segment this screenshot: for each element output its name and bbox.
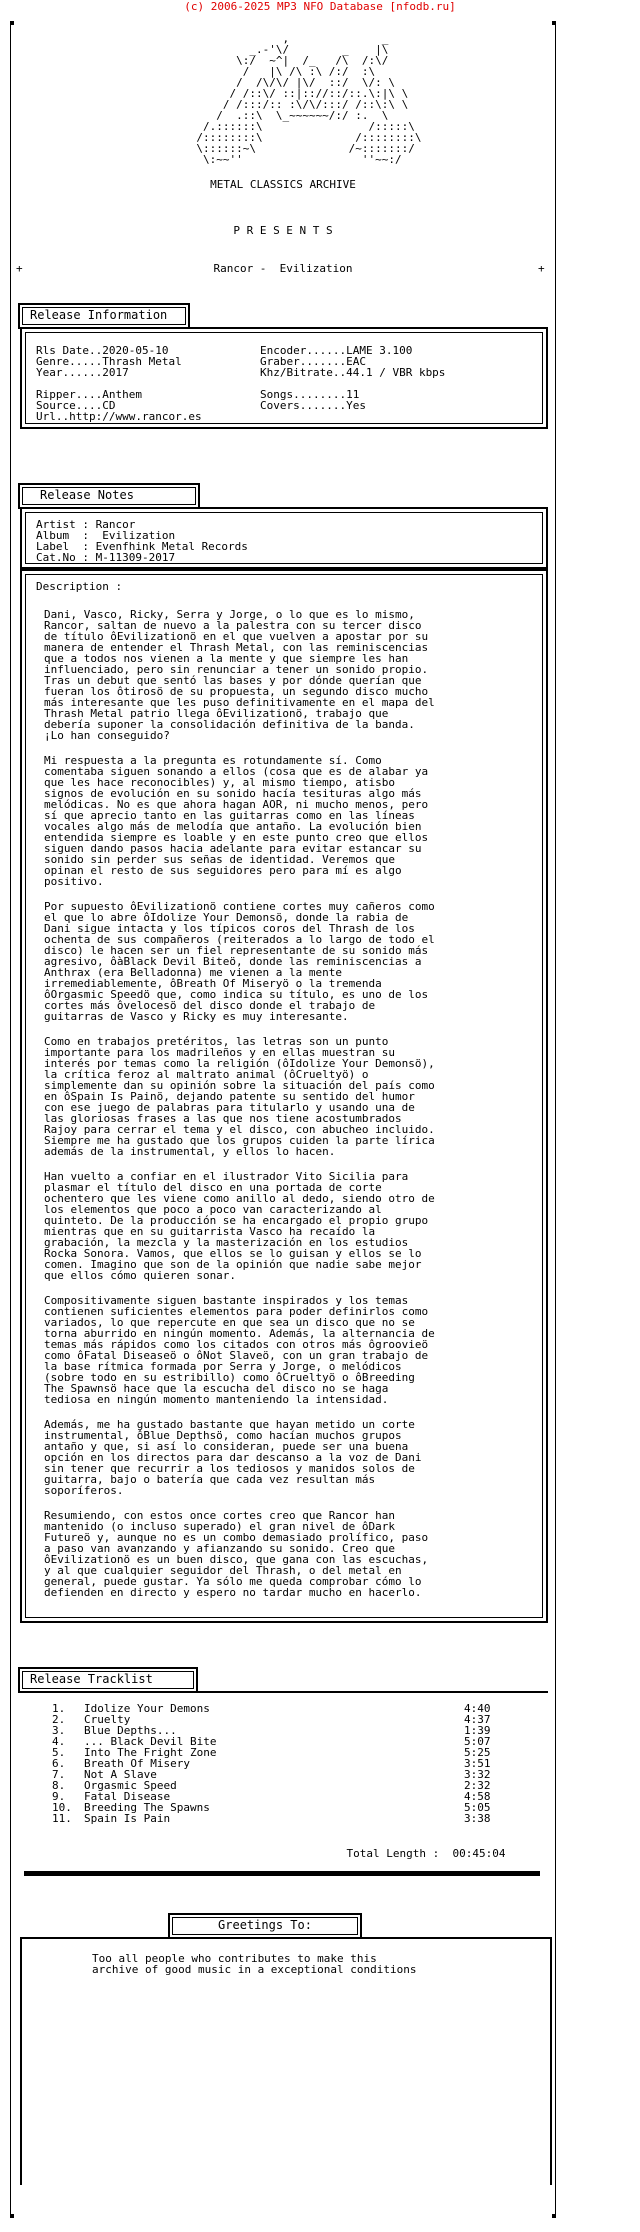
description-line: ochenta de sus compañeros (reiterados a lo largo de todo el: [44, 933, 435, 946]
description-line: quinteto. De la producción se ha encargado el propio grupo: [44, 1214, 429, 1227]
description-box: [20, 569, 548, 1623]
description-line: como ôFatal Diseaseö o ôNot Slaveö, con un gran trabajo de: [44, 1349, 429, 1362]
description-line: soporíferos.: [44, 1484, 124, 1497]
description-line: mantenido (o incluso superado) el gran nivel de ôDark: [44, 1520, 395, 1533]
track-length: 4:58: [464, 1790, 491, 1803]
track-title: Orgasmic Speed: [84, 1779, 177, 1792]
track-length: 3:32: [464, 1768, 491, 1781]
description-line: antaño y que, si así lo consideran, puede ser una buena: [44, 1440, 409, 1453]
track-list: [52, 1703, 492, 1824]
description-line: Dani, Vasco, Ricky, Serra y Jorge, o lo que es lo mismo,: [44, 608, 415, 621]
track-length: 3:51: [464, 1757, 491, 1770]
description-line: entendida siempre es loable y en este punto creo que ellos: [44, 831, 429, 844]
description-line: y al que cualquier seguidor del Thrash, o del metal en: [44, 1564, 402, 1577]
description-line: Resumiendo, con estos once cortes creo que Rancor han: [44, 1509, 395, 1522]
track-number: 1.: [52, 1702, 66, 1715]
description-line: Futureö y, aunque no es un combo demasiado prolífico, paso: [44, 1531, 429, 1544]
track-title: Blue Depths...: [84, 1724, 177, 1737]
description-line: de título ôEvilizationö en el que vuelven a apostar por su: [44, 630, 429, 643]
track-title: Fatal Disease: [84, 1790, 171, 1803]
track-title: Breath Of Misery: [84, 1757, 190, 1770]
description-line: guitarras de Vasco y Ricky es muy interesante.: [44, 1010, 349, 1023]
track-number: 9.: [52, 1790, 66, 1803]
track-length: 4:37: [464, 1713, 491, 1726]
description-line: ¡Lo han conseguido?: [44, 729, 170, 742]
description-line: Tras un debut que sentó las bases y por dónde querían que: [44, 674, 422, 687]
description-line: interés por temas como la religión (ôIdolize Your Demonsö),: [44, 1057, 435, 1070]
corner-mark: [10, 21, 14, 25]
release-info-line: Rls Date..2020-05-10: [36, 344, 169, 357]
track-title: Not A Slave: [84, 1768, 157, 1781]
description-line: Rocka Sonora. Vamos, que ellos se lo guisan y ellos se lo: [44, 1247, 422, 1260]
description-line: grabación, la mezcla y la masterización en los estudios: [44, 1236, 409, 1249]
track-title: Into The Fright Zone: [84, 1746, 217, 1759]
corner-mark: [10, 2214, 14, 2218]
track-length: 2:32: [464, 1779, 491, 1792]
track-row: [52, 1813, 492, 1824]
release-info-line: Genre.....Thrash Metal: [36, 355, 182, 368]
description-line: las gloriosas frases a las que nos tiene acostumbrados: [44, 1112, 402, 1125]
description-line: más interesante que les puso definitivamente en el mapa del: [44, 696, 435, 709]
track-title: Spain Is Pain: [84, 1812, 171, 1825]
tab-release-information: Release Information: [18, 303, 190, 329]
ascii-logo: , _ _.-'\/ _ |\ \:/ ~^| /_ /\ /:\/ / |\ /\ :\ /:/ :\ / /\/\/ |\/ ::/ \/: \ / /::\/ ::|:://::/::.\:|\ \ / /:::/:: :\/\/:::/ /::\:\ \ / .::\ \_~~~~~~/:/ :. \ /.::::::\ /:::::\ /::::::::\ /::::::::\ \::::::~\ /~:::::::/ \:~~'' ''~~:/: [196, 32, 422, 166]
description-line: vocales algo más de melodía que antaño. La evolución bien: [44, 820, 422, 833]
description-line: importante para los madrileños y en ellas muestran su: [44, 1046, 395, 1059]
logo-caption: METAL CLASSICS ARCHIVE: [210, 178, 356, 191]
description-line: ochentero que les viene como anillo al dedo, siendo otro de: [44, 1192, 435, 1205]
description-line: Han vuelto a confiar en el ilustrador Vito Sicilia para: [44, 1170, 409, 1183]
description-paragraph: [44, 1510, 435, 1598]
total-length-value: 00:45:04: [452, 1847, 506, 1860]
description-line: general, puede gustar. Ya sólo me queda comprobar cómo lo: [44, 1575, 422, 1588]
description-line: influenciado, pero sin renunciar a tener un sonido propio.: [44, 663, 429, 676]
description-line: debería suponer la consolidación definitiva de la banda.: [44, 718, 415, 731]
description-line: instrumental, ôBlue Depthsö, como hacían muchos grupos: [44, 1429, 402, 1442]
description-line: en ôSpain Is Painö, dejando patente su sentido del humor: [44, 1090, 415, 1103]
description-line: opinan el resto de sus seguidores pero para mí es algo: [44, 864, 402, 877]
description-line: sonido sin perder sus señas de identidad. Veremos que: [44, 853, 395, 866]
description-line: con ese juego de palabras para titularlo y usando una de: [44, 1101, 415, 1114]
description-line: a paso van avanzando y afianzando su sonido. Creo que: [44, 1542, 395, 1555]
release-meta-line: Album : Evilization: [36, 529, 176, 542]
title-bullet-right: +: [538, 262, 545, 275]
description-line: melódicas. No es que ahora hagan AOR, ni mucho menos, pero: [44, 798, 429, 811]
track-length: 4:40: [464, 1702, 491, 1715]
release-info-line: Khz/Bitrate..44.1 / VBR kbps: [260, 366, 446, 379]
release-info-line: Ripper....Anthem: [36, 388, 142, 401]
track-number: 8.: [52, 1779, 66, 1792]
track-length: 5:07: [464, 1735, 491, 1748]
greetings-line: archive of good music in a exceptional conditions: [92, 1963, 417, 1976]
tab-greetings: Greetings To:: [168, 1913, 362, 1939]
tab-release-notes: Release Notes: [18, 483, 200, 509]
description-line: Como en trabajos pretéritos, las letras son un punto: [44, 1035, 389, 1048]
nfo-document: [10, 13, 556, 2218]
presents-heading: P R E S E N T S: [233, 224, 333, 237]
description-line: comentaba siguen sonando a ellos (cosa que es de alabar ya: [44, 765, 429, 778]
description-line: Mi respuesta a la pregunta es rotundamente sí. Como: [44, 754, 382, 767]
description-line: agresivo, ôàBlack Devil Biteö, donde las reminiscencias a: [44, 955, 422, 968]
description-line: comen. Imagino que son de la opinión que nadie sabe mejor: [44, 1258, 422, 1271]
description-line: tediosa en ningún momento manteniendo la intensidad.: [44, 1393, 389, 1406]
description-line: Thrash Metal patrio llega ôEvilizationö, trabajo que: [44, 707, 389, 720]
separator-rule: [24, 1871, 540, 1876]
description-line: ôOrgasmic Speedö que, como indica su título, es uno de los: [44, 988, 429, 1001]
description-line: Dani sigue intacta y los típicos coros del Thrash de los: [44, 922, 415, 935]
track-length: 5:05: [464, 1801, 491, 1814]
description-line: defienden en directo y espero no tardar mucho en hacerlo.: [44, 1586, 422, 1599]
description-line: ôEvilizationö es un buen disco, que gana con las escuchas,: [44, 1553, 429, 1566]
release-info-line: Graber.......EAC: [260, 355, 366, 368]
description-line: que les hace reconocibles) y, al mismo tiempo, atisbo: [44, 776, 395, 789]
description-paragraph: [44, 1295, 435, 1405]
description-line: mientras que en su guitarrista Vasco ha recaído la: [44, 1225, 376, 1238]
description-line: Por supuesto ôEvilizationö contiene cortes muy cañeros como: [44, 900, 435, 913]
track-length: 1:39: [464, 1724, 491, 1737]
description-line: irremediablemente, ôBreath Of Miseryö o la tremenda: [44, 977, 382, 990]
description-line: signos de evolución en su sonido hacía tesituras algo más: [44, 787, 422, 800]
description-line: sin tener que recurrir a los tediosos y manidos solos de: [44, 1462, 415, 1475]
description-line: temas más rápidos como los citados con otros más ôgroovieö: [44, 1338, 429, 1351]
title-bullet-left: +: [16, 262, 23, 275]
description-line: los elementos que poco a poco van caracterizando al: [44, 1203, 382, 1216]
track-length: 3:38: [464, 1812, 491, 1825]
release-title: Rancor - Evilization: [213, 262, 353, 275]
description-text: [44, 609, 435, 1612]
description-line: Además, me ha gustado bastante que hayan metido un corte: [44, 1418, 415, 1431]
description-paragraph: [44, 1171, 435, 1281]
greetings-line: Too all people who contributes to make this: [92, 1952, 377, 1965]
description-line: The Spawnsö hace que la escucha del disco no se haga: [44, 1382, 389, 1395]
description-line: manera de entender el Thrash Metal, con las reminiscencias: [44, 641, 429, 654]
track-title: Idolize Your Demons: [84, 1702, 210, 1715]
description-line: Rajoy para cerrar el tema y el disco, con abucheo incluido.: [44, 1123, 435, 1136]
release-meta-line: Artist : Rancor: [36, 518, 136, 531]
track-length: 5:25: [464, 1746, 491, 1759]
total-length-label: Total Length :: [346, 1847, 440, 1860]
description-line: la crítica feroz al maltrato animal (ôCrueltyö) o: [44, 1068, 369, 1081]
corner-mark: [552, 21, 556, 25]
description-line: positivo.: [44, 875, 104, 888]
description-line: además de la instrumental, y ellos lo hacen.: [44, 1145, 336, 1158]
release-info-left: [36, 345, 202, 422]
description-line: Rancor, saltan de nuevo a la palestra con su tercer disco: [44, 619, 422, 632]
release-info-line: Encoder......LAME 3.100: [260, 344, 413, 357]
release-info-line: Songs........11: [260, 388, 360, 401]
release-info-line: Url..http://www.rancor.es: [36, 410, 202, 423]
track-number: 10.: [52, 1801, 72, 1814]
corner-mark: [552, 2214, 556, 2218]
description-line: guitarra, bajo o batería que cada vez resultan más: [44, 1473, 376, 1486]
track-number: 2.: [52, 1713, 66, 1726]
description-line: Siempre me ha gustado que los grupos cuiden la parte lírica: [44, 1134, 435, 1147]
track-number: 4.: [52, 1735, 66, 1748]
track-number: 5.: [52, 1746, 66, 1759]
description-line: que ellos cómo quieren sonar.: [44, 1269, 237, 1282]
description-paragraph: [44, 609, 435, 741]
description-paragraph: [44, 901, 435, 1022]
release-info-line: Source....CD: [36, 399, 116, 412]
description-line: variados, lo que repercute en que sea un disco que no se: [44, 1316, 415, 1329]
description-line: el que lo abre ôIdolize Your Demonsö, donde la rabia de: [44, 911, 409, 924]
description-line: cortes más ôvelocesö del disco donde el trabajo de: [44, 999, 376, 1012]
tab-release-tracklist: Release Tracklist: [18, 1667, 198, 1693]
top-banner: (c) 2006-2025 MP3 NFO Database [nfodb.ru]: [184, 0, 456, 13]
track-title: Breeding The Spawns: [84, 1801, 210, 1814]
description-paragraph: [44, 1419, 435, 1496]
description-paragraph: [44, 1036, 435, 1157]
description-line: torna aburrido en ningún momento. Además, la alternancia de: [44, 1327, 435, 1340]
description-line: siguen dando pasos hacia adelante para evitar estancar su: [44, 842, 422, 855]
release-info-line: Year......2017: [36, 366, 129, 379]
description-line: Compositivamente siguen bastante inspirados y los temas: [44, 1294, 409, 1307]
description-line: Anthrax (era Belladonna) me vienen a la mente: [44, 966, 343, 979]
description-line: simplemente dan su opinión sobre la situación del país como: [44, 1079, 435, 1092]
track-number: 6.: [52, 1757, 66, 1770]
description-line: (sobre todo en su estribillo) como ôCrueltyö o ôBreeding: [44, 1371, 415, 1384]
description-line: fueran los ôtirosö de su propuesta, un segundo disco mucho: [44, 685, 429, 698]
description-line: contienen suficientes elementos para poder definirlos como: [44, 1305, 429, 1318]
tracklist-frame: [20, 1691, 548, 1693]
description-line: sí que aprecio tanto en las guitarras como en las líneas: [44, 809, 415, 822]
release-meta-line: Label : Evenfhink Metal Records: [36, 540, 248, 553]
description-title: Description :: [36, 580, 123, 593]
description-paragraph: [44, 755, 435, 887]
total-length: [320, 1837, 505, 1870]
release-notes-meta-box: [20, 507, 548, 569]
release-info-box: [20, 327, 548, 429]
description-line: la base rítmica formada por Serra y Jorge, o melódicos: [44, 1360, 402, 1373]
release-notes-meta: [36, 519, 248, 563]
description-line: opción en los directos para dar descanso a la voz de Dani: [44, 1451, 422, 1464]
description-line: disco) le hacen ser un fiel representante de su sonido más: [44, 944, 429, 957]
release-info-right: [260, 345, 445, 411]
description-line: plasmar el título del disco en una portada de corte: [44, 1181, 382, 1194]
description-line: que a todos nos vienen a la mente y que siempre les han: [44, 652, 409, 665]
track-title: ... Black Devil Bite: [84, 1735, 217, 1748]
track-number: 3.: [52, 1724, 66, 1737]
greetings-text: [92, 1953, 417, 1975]
track-title: Cruelty: [84, 1713, 131, 1726]
release-meta-line: Cat.No : M-11309-2017: [36, 551, 176, 564]
track-number: 11.: [52, 1812, 72, 1825]
release-info-line: Covers.......Yes: [260, 399, 366, 412]
track-number: 7.: [52, 1768, 66, 1781]
